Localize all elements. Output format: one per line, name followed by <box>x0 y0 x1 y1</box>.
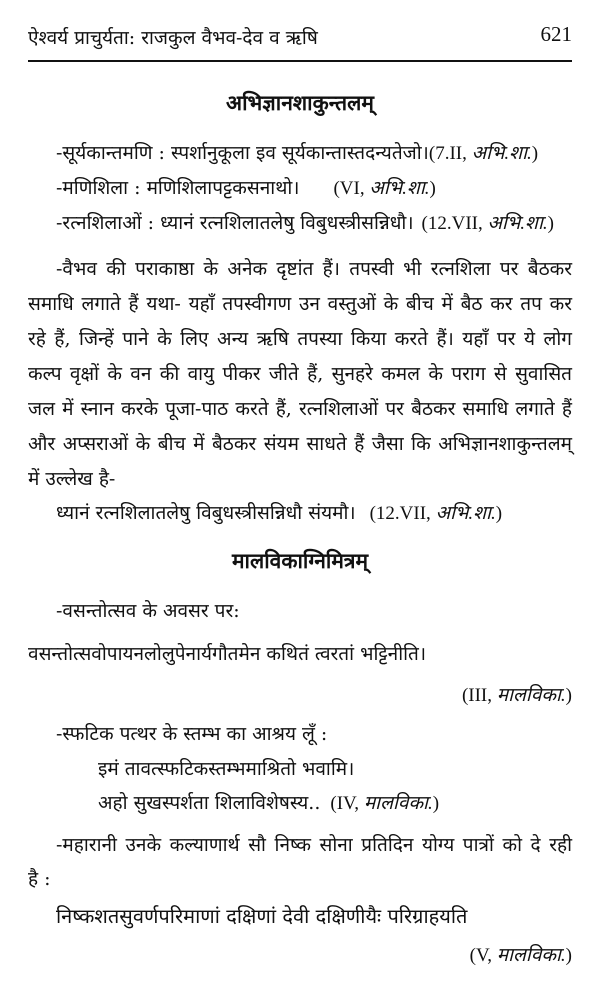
quote-text: -मणिशिला : मणिशिलापट्टकसनाथो। <box>56 177 300 199</box>
header-rule <box>28 60 572 62</box>
page-header <box>28 22 572 56</box>
citation: (12.VII, अभि.शा.) <box>369 503 503 524</box>
quote-line <box>56 212 572 236</box>
citation: (III, मालविका.) <box>461 685 572 706</box>
quote-line <box>56 502 572 526</box>
citation: (VI, अभि.शा.) <box>333 178 436 199</box>
paragraph-line: रहे हैं, जिन्हें पाने के लिए अन्य ऋषि तपस्या किया करते हैं। यहाँ पर ये लोग <box>28 328 572 350</box>
section-heading-malavika: मालविकाग्निमित्रम् <box>231 548 369 573</box>
verse-text: अहो सुखस्पर्शता शिलाविशेषस्य.. <box>98 792 321 814</box>
quote-line <box>56 177 572 201</box>
verse-line: वसन्तोत्सवोपायनलोलुपेनार्यगौतमेन कथितं त्वरतां भट्टिनीति। <box>28 643 427 665</box>
paragraph-line: और अप्सराओं के बीच में बैठकर संयम साधते हैं जैसा कि अभिज्ञानशाकुन्तलम् <box>28 433 572 455</box>
quote-text: -सूर्यकान्तमणि : स्पर्शानुकूला इव सूर्यकान्तास्तदन्यतेजो। <box>56 142 429 164</box>
citation: (V, मालविका.) <box>469 945 572 966</box>
verse-line <box>98 792 572 816</box>
paragraph-line: जल में स्नान करके पूजा-पाठ करते हैं, रत्नशिलाओं पर बैठकर समाधि लगाते हैं <box>28 398 572 420</box>
verse-line: इमं तावत्स्फटिकस्तम्भमाश्रितो भवामि। <box>98 758 355 780</box>
quote-text: ध्यानं रत्नशिलातलेषु विबुधस्त्रीसन्निधौ संयमौ। <box>56 502 356 524</box>
quote-text: -रत्नशिलाओं : ध्यानं रत्नशिलातलेषु विबुधस्त्रीसन्निधौ। <box>56 212 414 234</box>
paragraph-line: -महारानी उनके कल्याणार्थ सौ निष्क सोना प्रतिदिन योग्य पात्रों को दे रही <box>56 834 572 856</box>
quote-line <box>56 142 572 166</box>
verse-line: निष्कशतसुवर्णपरिमाणां दक्षिणां देवी दक्षिणीयैः परिग्राहयति <box>56 904 468 928</box>
citation: (12.VII, अभि.शा.) <box>421 213 554 234</box>
section-heading-abhijnana: अभिज्ञानशाकुन्तलम् <box>226 90 374 115</box>
citation: (7.II, अभि.शा.) <box>428 143 539 164</box>
item-label: -वसन्तोत्सव के अवसर पर: <box>56 600 240 622</box>
citation: (IV, मालविका.) <box>330 793 440 814</box>
paragraph-line: में उल्लेख है- <box>28 468 116 490</box>
running-head: ऐश्वर्य प्राचुर्यता: राजकुल वैभव-देव व ऋषि <box>28 27 318 49</box>
paragraph-line: है : <box>28 868 51 890</box>
page-number: 621 <box>540 22 572 46</box>
paragraph-line: कल्प वृक्षों के वन की वायु पीकर जीते हैं, सुनहरे कमल के पराग से सुवासित <box>28 363 572 385</box>
paragraph-line: -वैभव की पराकाष्ठा के अनेक दृष्टांत हैं। तपस्वी भी रत्नशिला पर बैठकर <box>56 258 572 280</box>
item-label: -स्फटिक पत्थर के स्तम्भ का आश्रय लूँ : <box>56 723 328 745</box>
paragraph-line: समाधि लगाते हैं यथा- यहाँ तपस्वीगण उन वस्तुओं के बीच में बैठ कर तप कर <box>28 293 572 315</box>
